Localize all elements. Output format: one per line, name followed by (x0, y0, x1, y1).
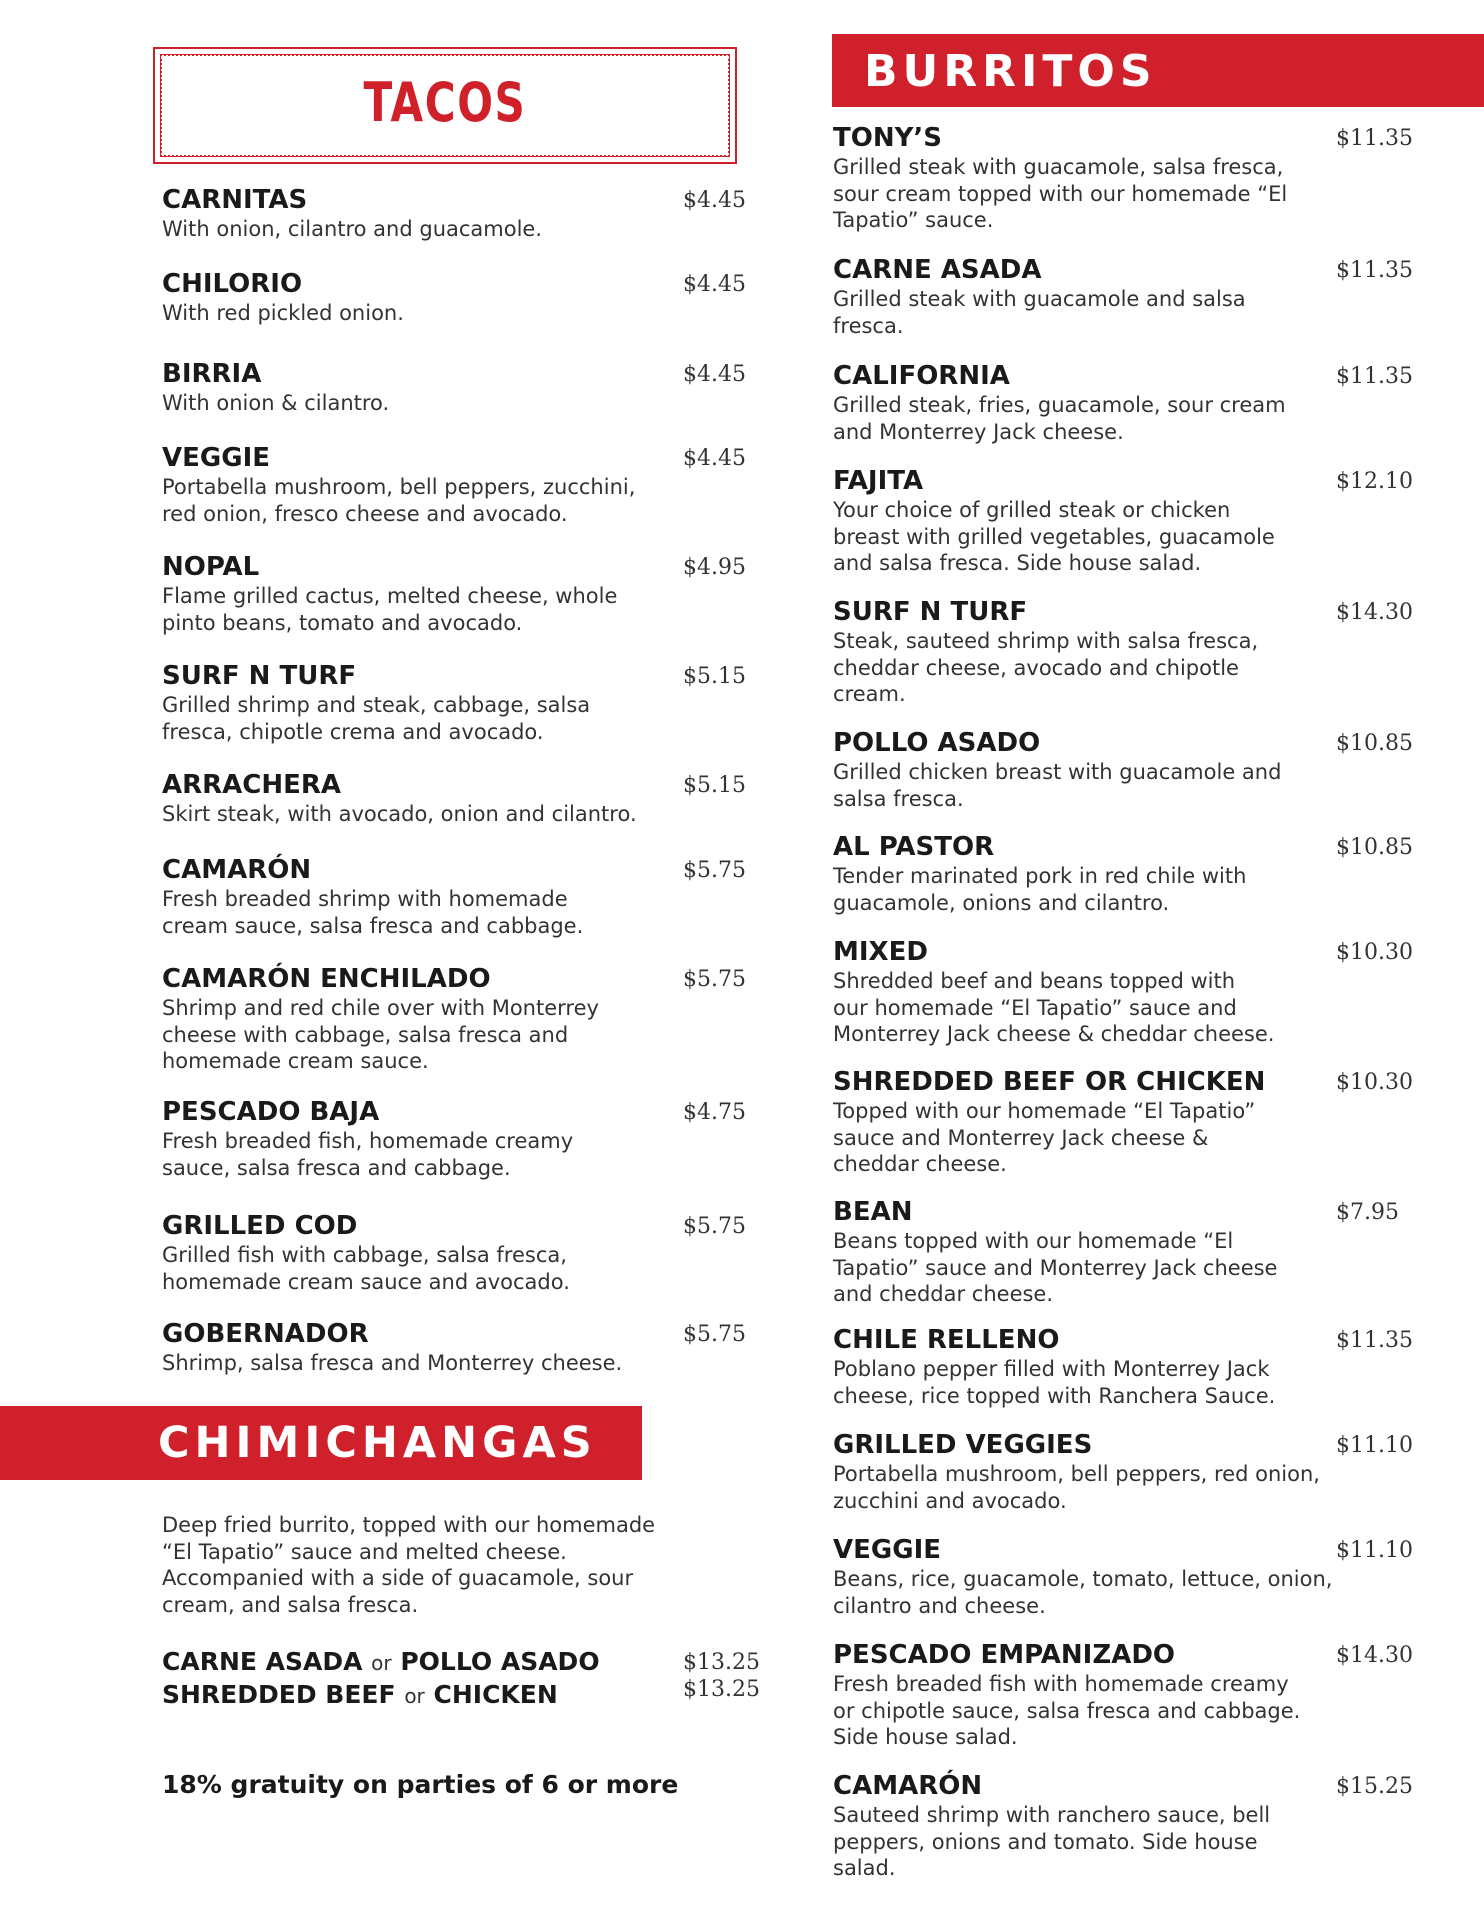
item-description (833, 1461, 1320, 1514)
item-price: $14.30 (1336, 1643, 1413, 1668)
item-name: SURF N TURF (162, 661, 357, 691)
item-price: $15.25 (1336, 1774, 1413, 1799)
description-line: Portabella mushroom, bell peppers, red onion, (833, 1462, 1320, 1486)
choice-or: or (371, 1651, 392, 1675)
description-line: “El Tapatio” sauce and melted cheese. (162, 1539, 567, 1564)
description-line: breast with grilled vegetables, guacamole (833, 524, 1275, 549)
description-line: Side house salad. (833, 1725, 1018, 1749)
item-price: $5.15 (683, 664, 746, 689)
item-name: CARNE ASADA (833, 255, 1042, 285)
item-price: $5.75 (683, 967, 746, 992)
description-line: Shrimp and red chile over with Monterrey (162, 996, 599, 1020)
description-line: Fresh breaded shrimp with homemade (162, 887, 568, 911)
item-name: CAMARÓN (833, 1771, 983, 1801)
item-name: POLLO ASADO (833, 728, 1041, 758)
description-line: and Monterrey Jack cheese. (833, 419, 1124, 444)
menu-item (833, 466, 1275, 577)
description-line: and cheddar cheese. (833, 1282, 1054, 1306)
menu-item (162, 855, 583, 939)
description-line: Deep fried burrito, topped with our homemade (162, 1513, 656, 1537)
choice-or: or (404, 1684, 425, 1708)
item-description (833, 392, 1286, 445)
item-price: $4.45 (683, 362, 746, 387)
gratuity-note: 18% gratuity on parties of 6 or more (162, 1770, 679, 1799)
menu-item (162, 185, 542, 243)
item-description (162, 216, 542, 243)
item-name: SURF N TURF (833, 597, 1028, 627)
menu-item (833, 1325, 1275, 1409)
description-line: Beans topped with our homemade “El (833, 1229, 1234, 1253)
menu-item (162, 1319, 622, 1377)
description-line: homemade cream sauce and avocado. (162, 1269, 570, 1294)
item-name: VEGGIE (833, 1535, 941, 1565)
item-price: $5.75 (683, 1322, 746, 1347)
description-line: cream sauce, salsa fresca and cabbage. (162, 913, 584, 938)
menu-item (162, 964, 599, 1075)
item-name: PESCADO EMPANIZADO (833, 1640, 1175, 1670)
menu-item (162, 770, 637, 828)
description-line: our homemade “El Tapatio” sauce and (833, 995, 1237, 1020)
description-line: salsa fresca. (833, 786, 964, 811)
tacos-header-frame (153, 47, 737, 164)
item-price: $7.95 (1336, 1200, 1399, 1225)
item-price: $5.75 (683, 1214, 746, 1239)
item-name: GOBERNADOR (162, 1319, 369, 1349)
item-name: CALIFORNIA (833, 361, 1010, 391)
menu-item (162, 1211, 570, 1295)
item-name: CAMARÓN ENCHILADO (162, 964, 491, 994)
description-line: Sauteed shrimp with ranchero sauce, bell (833, 1803, 1271, 1827)
chimichangas-header (0, 1406, 642, 1480)
item-description (833, 154, 1287, 234)
item-name: VEGGIE (162, 443, 270, 473)
item-description (162, 1128, 573, 1181)
description-line: cheese with cabbage, salsa fresca and (162, 1022, 569, 1047)
item-description (162, 801, 637, 828)
description-line: sour cream topped with our homemade “El (833, 181, 1288, 206)
item-price: $5.75 (683, 858, 746, 883)
chimichangas-description (162, 1512, 655, 1618)
description-line: Grilled shrimp and steak, cabbage, salsa (162, 693, 591, 717)
menu-item (833, 832, 1246, 916)
menu-item (162, 661, 590, 745)
description-line: Grilled steak, fries, guacamole, sour cream (833, 393, 1286, 417)
item-name: GRILLED VEGGIES (833, 1430, 1093, 1460)
menu-item (162, 443, 635, 527)
description-line: Skirt steak, with avocado, onion and cilantro. (162, 802, 637, 826)
item-name: CHILORIO (162, 269, 303, 299)
item-price: $11.35 (1336, 258, 1413, 283)
menu-item (833, 1430, 1320, 1514)
description-line: Poblano pepper filled with Monterrey Jack (833, 1357, 1270, 1381)
item-price: $11.10 (1336, 1538, 1413, 1563)
chimichanga-price: $13.25 (683, 1677, 760, 1702)
description-line: Tapatio” sauce and Monterrey Jack cheese (833, 1255, 1278, 1280)
menu-item (162, 269, 404, 327)
chimichanga-price: $13.25 (683, 1650, 760, 1675)
item-description (833, 1566, 1332, 1619)
item-name: FAJITA (833, 466, 924, 496)
description-line: Grilled steak with guacamole and salsa (833, 287, 1246, 311)
description-line: Tapatio” sauce. (833, 208, 994, 232)
choice-b: CHICKEN (433, 1680, 558, 1709)
description-line: Shredded beef and beans topped with (833, 969, 1236, 993)
item-name: BEAN (833, 1197, 913, 1227)
item-name: BIRRIA (162, 359, 262, 389)
item-price: $12.10 (1336, 469, 1413, 494)
description-line: red onion, fresco cheese and avocado. (162, 501, 568, 526)
item-price: $14.30 (1336, 600, 1413, 625)
description-line: Flame grilled cactus, melted cheese, whole (162, 584, 618, 608)
item-description (162, 390, 389, 417)
menu-item (833, 1771, 1270, 1882)
menu-item (833, 1640, 1300, 1751)
item-name: PESCADO BAJA (162, 1097, 380, 1127)
description-line: Steak, sauteed shrimp with salsa fresca, (833, 629, 1259, 653)
item-name: GRILLED COD (162, 1211, 358, 1241)
item-price: $4.75 (683, 1100, 746, 1125)
burritos-header (832, 34, 1484, 107)
description-line: Grilled chicken breast with guacamole and (833, 760, 1282, 784)
description-line: fresca. (833, 313, 904, 338)
item-description (833, 759, 1281, 812)
menu-item (833, 1197, 1277, 1308)
description-line: Tender marinated pork in red chile with (833, 864, 1247, 888)
item-name: CAMARÓN (162, 855, 312, 885)
item-price: $11.35 (1336, 1328, 1413, 1353)
menu-item (833, 728, 1281, 812)
description-line: Grilled steak with guacamole, salsa fresca, (833, 155, 1284, 179)
item-name: TONY’S (833, 123, 943, 153)
description-line: sauce, salsa fresca and cabbage. (162, 1155, 511, 1180)
description-line: Topped with our homemade “El Tapatio” (833, 1099, 1256, 1123)
item-price: $10.30 (1336, 1070, 1413, 1095)
item-description (162, 692, 590, 745)
description-line: salad. (833, 1856, 896, 1880)
menu-item (833, 1067, 1265, 1178)
description-line: cheese, rice topped with Ranchera Sauce. (833, 1383, 1276, 1408)
tacos-title: TACOS (363, 71, 527, 134)
menu-item (833, 255, 1246, 339)
item-description (162, 1350, 622, 1377)
item-description (833, 1098, 1265, 1178)
item-price: $4.45 (683, 446, 746, 471)
description-line: Your choice of grilled steak or chicken (833, 498, 1231, 522)
item-description (162, 583, 617, 636)
item-name: CHILE RELLENO (833, 1325, 1060, 1355)
menu-item (162, 552, 617, 636)
description-line: homemade cream sauce. (162, 1049, 429, 1073)
choice-a: SHREDDED BEEF (162, 1680, 396, 1709)
menu-item (833, 1535, 1332, 1619)
item-description (833, 1228, 1277, 1308)
chimichanga-choice (162, 1680, 558, 1709)
description-line: and salsa fresca. Side house salad. (833, 551, 1202, 575)
item-price: $10.30 (1336, 940, 1413, 965)
item-description (833, 968, 1274, 1048)
item-description (833, 497, 1275, 577)
item-description (833, 628, 1258, 708)
item-price: $11.35 (1336, 126, 1413, 151)
item-description (162, 995, 599, 1075)
chimichangas-title: CHIMICHANGAS (158, 1418, 597, 1468)
choice-a: CARNE ASADA (162, 1647, 363, 1676)
item-description (162, 1242, 570, 1295)
description-line: cheddar cheese. (833, 1152, 1007, 1176)
description-line: guacamole, onions and cilantro. (833, 890, 1170, 915)
description-line: peppers, onions and tomato. Side house (833, 1829, 1258, 1854)
item-price: $4.45 (683, 188, 746, 213)
item-description (833, 286, 1246, 339)
item-name: NOPAL (162, 552, 260, 582)
description-line: cheddar cheese, avocado and chipotle (833, 655, 1239, 680)
description-line: cream. (833, 682, 906, 706)
description-line: fresca, chipotle crema and avocado. (162, 719, 544, 744)
description-line: Grilled fish with cabbage, salsa fresca, (162, 1243, 567, 1267)
item-name: CARNITAS (162, 185, 308, 215)
item-name: SHREDDED BEEF OR CHICKEN (833, 1067, 1266, 1097)
description-line: cilantro and cheese. (833, 1593, 1046, 1618)
description-line: With onion, cilantro and guacamole. (162, 217, 543, 241)
item-description (833, 1356, 1275, 1409)
description-line: Fresh breaded fish, homemade creamy (162, 1129, 574, 1153)
item-description (162, 886, 583, 939)
item-price: $11.10 (1336, 1433, 1413, 1458)
chimichanga-choice (162, 1647, 600, 1676)
menu-item (162, 1097, 573, 1181)
item-name: AL PASTOR (833, 832, 995, 862)
description-line: sauce and Monterrey Jack cheese & (833, 1125, 1209, 1150)
description-line: pinto beans, tomato and avocado. (162, 610, 523, 635)
burritos-title: BURRITOS (864, 46, 1157, 97)
item-price: $4.95 (683, 555, 746, 580)
menu-item (162, 359, 389, 417)
description-line: With onion & cilantro. (162, 391, 390, 415)
description-line: Beans, rice, guacamole, tomato, lettuce, onion, (833, 1567, 1333, 1591)
description-line: Shrimp, salsa fresca and Monterrey cheese. (162, 1351, 623, 1375)
description-line: Monterrey Jack cheese & cheddar cheese. (833, 1022, 1275, 1046)
menu-item (833, 361, 1286, 445)
item-price: $5.15 (683, 773, 746, 798)
description-line: Accompanied with a side of guacamole, sour (162, 1566, 634, 1590)
item-description (833, 1802, 1270, 1882)
description-line: zucchini and avocado. (833, 1488, 1067, 1513)
description-line: or chipotle sauce, salsa fresca and cabbage. (833, 1698, 1301, 1723)
item-description (833, 863, 1246, 916)
choice-b: POLLO ASADO (400, 1647, 600, 1676)
description-line: With red pickled onion. (162, 301, 404, 325)
menu-item (833, 597, 1258, 708)
item-description (162, 474, 635, 527)
item-price: $4.45 (683, 272, 746, 297)
menu-item (833, 123, 1287, 234)
item-name: ARRACHERA (162, 770, 342, 800)
description-line: cream, and salsa fresca. (162, 1592, 419, 1617)
item-description (833, 1671, 1300, 1751)
item-description (162, 300, 404, 327)
description-line: Portabella mushroom, bell peppers, zucchini, (162, 475, 636, 499)
description-line: Fresh breaded fish with homemade creamy (833, 1672, 1289, 1696)
item-name: MIXED (833, 937, 928, 967)
item-price: $11.35 (1336, 364, 1413, 389)
menu-item (833, 937, 1274, 1048)
item-price: $10.85 (1336, 835, 1413, 860)
item-price: $10.85 (1336, 731, 1413, 756)
